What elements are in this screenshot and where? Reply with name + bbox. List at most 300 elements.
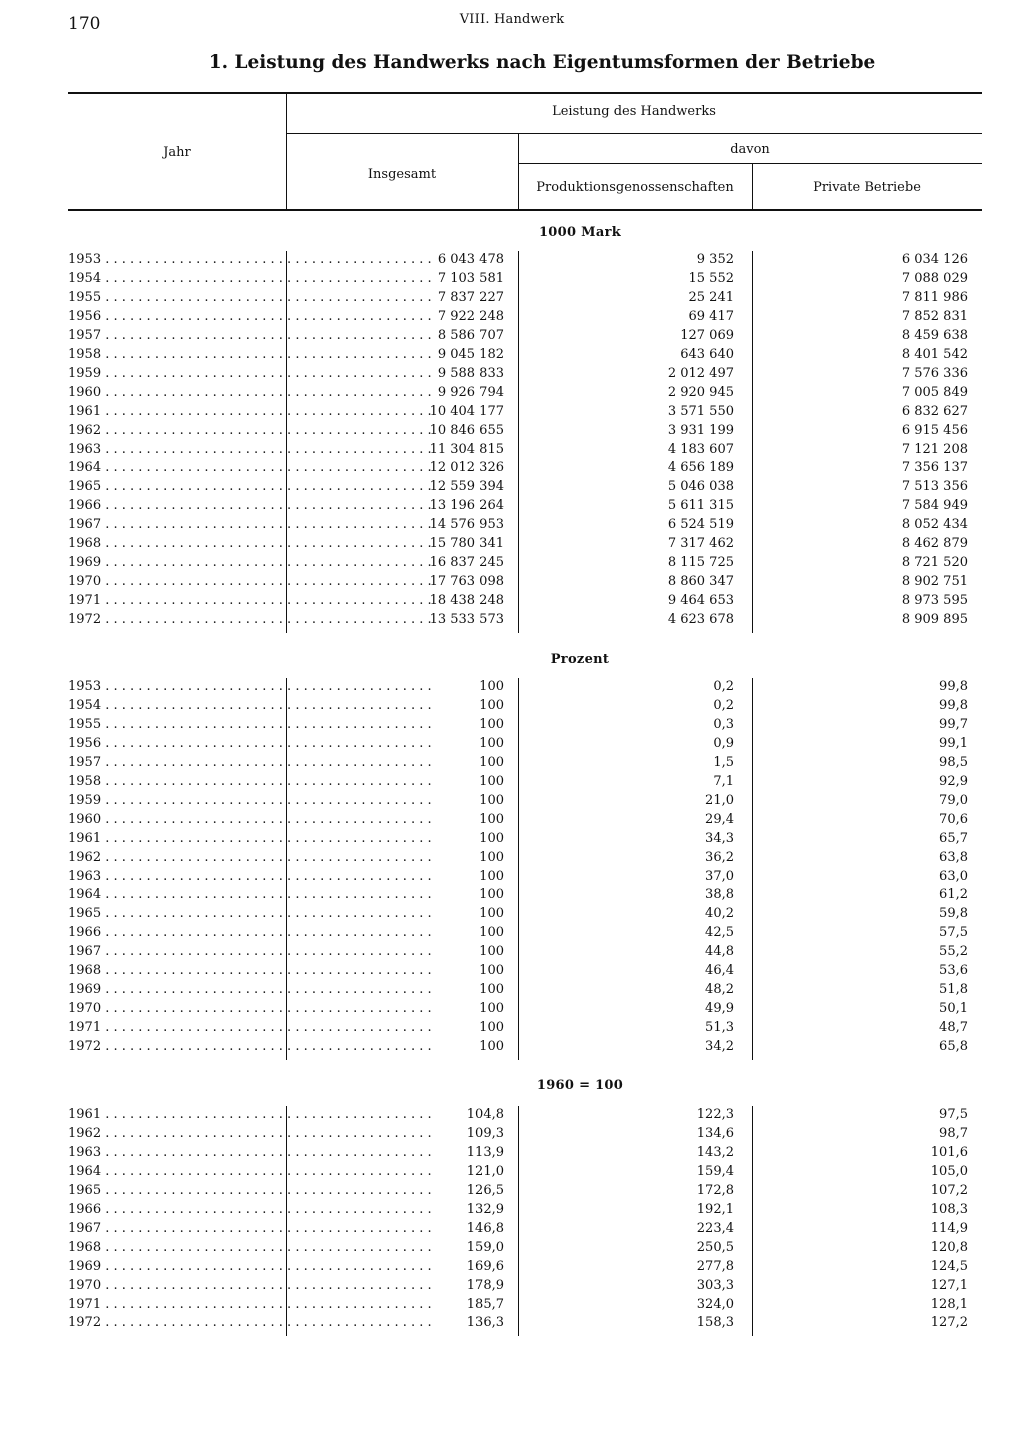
- pgh-cell: 42,5: [705, 925, 734, 941]
- year-value: 1969: [68, 1258, 102, 1274]
- table-head-bottom-rule: [68, 209, 982, 211]
- header-pgh: Produktionsgenossenschaften: [536, 180, 734, 195]
- table-row: [68, 309, 968, 328]
- table-row: [68, 717, 968, 736]
- pgh-cell: 2 012 497: [667, 365, 734, 381]
- running-header: VIII. Handwerk: [459, 12, 565, 27]
- year-cell: 1972 . . . . . . . . . . . . . . . . . . . . . . . . . . . . . . . . . . . . . . . .: [68, 1039, 432, 1055]
- table-row: [68, 347, 968, 366]
- pgh-cell: 9 352: [696, 252, 734, 267]
- insgesamt-cell: 178,9: [466, 1277, 504, 1293]
- year-value: 1954: [68, 270, 102, 286]
- header-davon: davon: [730, 142, 770, 157]
- year-cell: 1969 . . . . . . . . . . . . . . . . . . . . . . . . . . . . . . . . . . . . . . . .: [68, 555, 432, 571]
- privat-cell: 79,0: [939, 792, 968, 808]
- table-row: [68, 1039, 968, 1058]
- insgesamt-cell: 10 404 177: [429, 403, 504, 419]
- pgh-cell: 36,2: [705, 849, 734, 865]
- table-row: [68, 252, 968, 271]
- pgh-cell: 1,5: [713, 754, 734, 770]
- table-row: [68, 850, 968, 869]
- year-value: 1955: [68, 716, 102, 732]
- insgesamt-cell: 9 045 182: [437, 346, 504, 362]
- year-value: 1953: [68, 679, 102, 694]
- insgesamt-cell: 8 586 707: [437, 327, 504, 343]
- pgh-cell: 0,2: [713, 697, 734, 713]
- year-value: 1968: [68, 1239, 102, 1255]
- year-value: 1962: [68, 422, 102, 438]
- year-cell: 1970 . . . . . . . . . . . . . . . . . . . . . . . . . . . . . . . . . . . . . . . .: [68, 1277, 432, 1293]
- table-row: [68, 1126, 968, 1145]
- insgesamt-cell: 100: [479, 697, 504, 713]
- pgh-cell: 8 115 725: [667, 555, 734, 571]
- year-cell: 1964 . . . . . . . . . . . . . . . . . . . . . . . . . . . . . . . . . . . . . . . .: [68, 1163, 432, 1179]
- privat-cell: 8 462 879: [901, 536, 968, 552]
- insgesamt-cell: 100: [479, 906, 504, 922]
- year-cell: 1972 . . . . . . . . . . . . . . . . . . . . . . . . . . . . . . . . . . . . . . . .: [68, 612, 432, 628]
- table-title: 1. Leistung des Handwerks nach Eigentumsformen der Betriebe: [208, 52, 876, 73]
- insgesamt-cell: 12 559 394: [429, 479, 504, 495]
- insgesamt-cell: 12 012 326: [429, 460, 504, 476]
- table-row: [68, 555, 968, 574]
- privat-cell: 6 915 456: [901, 422, 968, 438]
- privat-cell: 127,2: [930, 1315, 968, 1331]
- section-label: Prozent: [550, 652, 610, 667]
- pgh-cell: 192,1: [696, 1201, 734, 1217]
- privat-cell: 63,0: [939, 868, 968, 884]
- insgesamt-cell: 100: [479, 868, 504, 884]
- year-cell: 1965 . . . . . . . . . . . . . . . . . . . . . . . . . . . . . . . . . . . . . . . .: [68, 1182, 432, 1198]
- privat-cell: 92,9: [939, 773, 968, 789]
- table-row: [68, 963, 968, 982]
- insgesamt-cell: 9 926 794: [437, 384, 504, 400]
- table-row: [68, 271, 968, 290]
- table-row: [68, 1145, 968, 1164]
- page-number: 170: [68, 14, 101, 34]
- privat-cell: 7 088 029: [901, 270, 968, 286]
- year-cell: 1959 . . . . . . . . . . . . . . . . . . . . . . . . . . . . . . . . . . . . . . . .: [68, 365, 432, 381]
- year-cell: 1954 . . . . . . . . . . . . . . . . . . . . . . . . . . . . . . . . . . . . . . . .: [68, 697, 432, 713]
- table-row: [68, 1107, 968, 1126]
- insgesamt-cell: 100: [479, 1020, 504, 1036]
- privat-cell: 7 852 831: [901, 308, 968, 324]
- year-cell: 1971 . . . . . . . . . . . . . . . . . . . . . . . . . . . . . . . . . . . . . . . .: [68, 593, 432, 609]
- table-row: [68, 366, 968, 385]
- pgh-cell: 158,3: [696, 1315, 734, 1331]
- year-value: 1961: [68, 1107, 102, 1122]
- insgesamt-cell: 13 533 573: [429, 612, 504, 628]
- table-row: [68, 593, 968, 612]
- pgh-cell: 6 524 519: [667, 517, 734, 533]
- privat-cell: 55,2: [939, 944, 968, 960]
- privat-cell: 8 909 895: [901, 612, 968, 628]
- insgesamt-cell: 100: [479, 679, 504, 694]
- insgesamt-cell: 13 196 264: [429, 498, 504, 514]
- table-row: [68, 793, 968, 812]
- privat-cell: 107,2: [930, 1182, 968, 1198]
- pgh-cell: 40,2: [705, 906, 734, 922]
- table-row: [68, 831, 968, 850]
- year-cell: 1966 . . . . . . . . . . . . . . . . . . . . . . . . . . . . . . . . . . . . . . . .: [68, 1201, 432, 1217]
- table-row: [68, 887, 968, 906]
- year-cell: 1970 . . . . . . . . . . . . . . . . . . . . . . . . . . . . . . . . . . . . . . . .: [68, 574, 432, 590]
- insgesamt-cell: 100: [479, 792, 504, 808]
- year-value: 1968: [68, 963, 102, 979]
- year-value: 1965: [68, 479, 102, 495]
- table-row: [68, 755, 968, 774]
- insgesamt-cell: 100: [479, 1039, 504, 1055]
- pgh-cell: 3 931 199: [667, 422, 734, 438]
- year-value: 1962: [68, 1125, 102, 1141]
- pgh-cell: 0,2: [713, 679, 734, 694]
- pgh-cell: 37,0: [705, 868, 734, 884]
- insgesamt-cell: 100: [479, 887, 504, 903]
- pgh-cell: 223,4: [696, 1220, 734, 1236]
- section-label: 1000 Mark: [538, 225, 622, 240]
- table-row: [68, 498, 968, 517]
- pgh-cell: 2 920 945: [667, 384, 734, 400]
- insgesamt-cell: 100: [479, 830, 504, 846]
- year-value: 1956: [68, 735, 102, 751]
- davon-underline: [518, 163, 982, 164]
- year-cell: 1955 . . . . . . . . . . . . . . . . . . . . . . . . . . . . . . . . . . . . . . . .: [68, 289, 432, 305]
- year-value: 1966: [68, 1201, 102, 1217]
- year-value: 1967: [68, 517, 102, 533]
- insgesamt-cell: 10 846 655: [429, 422, 504, 438]
- year-cell: 1964 . . . . . . . . . . . . . . . . . . . . . . . . . . . . . . . . . . . . . . . .: [68, 460, 432, 476]
- year-value: 1961: [68, 403, 102, 419]
- year-cell: 1963 . . . . . . . . . . . . . . . . . . . . . . . . . . . . . . . . . . . . . . . .: [68, 1144, 432, 1160]
- insgesamt-cell: 126,5: [466, 1182, 504, 1198]
- header-privat: Private Betriebe: [813, 180, 921, 195]
- year-value: 1971: [68, 1296, 102, 1312]
- insgesamt-cell: 100: [479, 1001, 504, 1017]
- privat-cell: 59,8: [939, 906, 968, 922]
- insgesamt-cell: 100: [479, 963, 504, 979]
- year-cell: 1963 . . . . . . . . . . . . . . . . . . . . . . . . . . . . . . . . . . . . . . . .: [68, 868, 432, 884]
- insgesamt-cell: 132,9: [466, 1201, 504, 1217]
- pgh-cell: 21,0: [705, 792, 734, 808]
- table-row: [68, 290, 968, 309]
- insgesamt-cell: 11 304 815: [429, 441, 504, 457]
- year-cell: 1958 . . . . . . . . . . . . . . . . . . . . . . . . . . . . . . . . . . . . . . . .: [68, 346, 432, 362]
- year-cell: 1969 . . . . . . . . . . . . . . . . . . . . . . . . . . . . . . . . . . . . . . . .: [68, 1258, 432, 1274]
- table-row: [68, 517, 968, 536]
- privat-cell: 7 513 356: [901, 479, 968, 495]
- insgesamt-cell: 109,3: [466, 1125, 504, 1141]
- year-value: 1963: [68, 441, 102, 457]
- leistung-underline: [286, 133, 982, 134]
- privat-cell: 99,1: [939, 735, 968, 751]
- privat-cell: 7 005 849: [901, 384, 968, 400]
- insgesamt-cell: 9 588 833: [437, 365, 504, 381]
- year-value: 1959: [68, 365, 102, 381]
- insgesamt-cell: 6 043 478: [437, 252, 504, 267]
- table-row: [68, 1202, 968, 1221]
- year-cell: 1968 . . . . . . . . . . . . . . . . . . . . . . . . . . . . . . . . . . . . . . . .: [68, 536, 432, 552]
- pgh-cell: 8 860 347: [667, 574, 734, 590]
- pgh-cell: 134,6: [696, 1125, 734, 1141]
- privat-cell: 70,6: [939, 811, 968, 827]
- privat-cell: 98,5: [939, 754, 968, 770]
- privat-cell: 7 811 986: [901, 289, 968, 305]
- privat-cell: 128,1: [930, 1296, 968, 1312]
- pgh-cell: 49,9: [705, 1001, 734, 1017]
- table-row: [68, 1297, 968, 1316]
- table-row: [68, 460, 968, 479]
- pgh-cell: 324,0: [696, 1296, 734, 1312]
- insgesamt-cell: 100: [479, 716, 504, 732]
- year-value: 1961: [68, 830, 102, 846]
- table-row: [68, 925, 968, 944]
- year-value: 1960: [68, 384, 102, 400]
- year-cell: 1956 . . . . . . . . . . . . . . . . . . . . . . . . . . . . . . . . . . . . . . . .: [68, 735, 432, 751]
- year-value: 1967: [68, 1220, 102, 1236]
- year-value: 1967: [68, 944, 102, 960]
- privat-cell: 7 356 137: [901, 460, 968, 476]
- table-row: [68, 328, 968, 347]
- privat-cell: 8 902 751: [901, 574, 968, 590]
- privat-cell: 65,8: [939, 1039, 968, 1055]
- year-value: 1956: [68, 308, 102, 324]
- pgh-cell: 5 611 315: [667, 498, 734, 514]
- year-value: 1955: [68, 289, 102, 305]
- year-value: 1968: [68, 536, 102, 552]
- table-row: [68, 812, 968, 831]
- pgh-cell: 122,3: [696, 1107, 734, 1122]
- table-row: [68, 1278, 968, 1297]
- table-row: [68, 1240, 968, 1259]
- privat-cell: 99,8: [939, 679, 968, 694]
- insgesamt-cell: 100: [479, 773, 504, 789]
- privat-cell: 7 576 336: [901, 365, 968, 381]
- section-label: 1960 = 100: [536, 1078, 624, 1093]
- header-insgesamt: Insgesamt: [367, 167, 437, 182]
- year-cell: 1957 . . . . . . . . . . . . . . . . . . . . . . . . . . . . . . . . . . . . . . . .: [68, 754, 432, 770]
- year-value: 1966: [68, 925, 102, 941]
- pgh-cell: 159,4: [696, 1163, 734, 1179]
- year-value: 1970: [68, 574, 102, 590]
- year-value: 1963: [68, 1144, 102, 1160]
- year-cell: 1971 . . . . . . . . . . . . . . . . . . . . . . . . . . . . . . . . . . . . . . . .: [68, 1296, 432, 1312]
- pgh-cell: 4 656 189: [667, 460, 734, 476]
- year-value: 1964: [68, 1163, 102, 1179]
- pgh-cell: 250,5: [696, 1239, 734, 1255]
- insgesamt-cell: 100: [479, 982, 504, 998]
- year-value: 1958: [68, 773, 102, 789]
- year-value: 1965: [68, 906, 102, 922]
- year-value: 1969: [68, 982, 102, 998]
- insgesamt-cell: 100: [479, 944, 504, 960]
- year-value: 1972: [68, 1039, 102, 1055]
- pgh-cell: 277,8: [696, 1258, 734, 1274]
- year-cell: 1967 . . . . . . . . . . . . . . . . . . . . . . . . . . . . . . . . . . . . . . . .: [68, 944, 432, 960]
- header-jahr: Jahr: [163, 145, 191, 160]
- year-value: 1957: [68, 754, 102, 770]
- privat-cell: 6 832 627: [901, 403, 968, 419]
- pgh-cell: 44,8: [705, 944, 734, 960]
- privat-cell: 65,7: [939, 830, 968, 846]
- year-value: 1960: [68, 811, 102, 827]
- year-cell: 1962 . . . . . . . . . . . . . . . . . . . . . . . . . . . . . . . . . . . . . . . .: [68, 422, 432, 438]
- privat-cell: 8 401 542: [901, 346, 968, 362]
- privat-cell: 8 973 595: [901, 593, 968, 609]
- year-cell: 1957 . . . . . . . . . . . . . . . . . . . . . . . . . . . . . . . . . . . . . . . .: [68, 327, 432, 343]
- privat-cell: 120,8: [930, 1239, 968, 1255]
- table-row: [68, 982, 968, 1001]
- privat-cell: 53,6: [939, 963, 968, 979]
- year-cell: 1960 . . . . . . . . . . . . . . . . . . . . . . . . . . . . . . . . . . . . . . . .: [68, 811, 432, 827]
- pgh-cell: 172,8: [696, 1182, 734, 1198]
- year-value: 1964: [68, 887, 102, 903]
- pgh-cell: 4 623 678: [667, 612, 734, 628]
- year-cell: 1964 . . . . . . . . . . . . . . . . . . . . . . . . . . . . . . . . . . . . . . . .: [68, 887, 432, 903]
- pgh-cell: 29,4: [705, 811, 734, 827]
- privat-cell: 8 052 434: [901, 517, 968, 533]
- year-value: 1972: [68, 1315, 102, 1331]
- insgesamt-cell: 18 438 248: [429, 593, 504, 609]
- table-row: [68, 679, 968, 698]
- year-value: 1953: [68, 252, 102, 267]
- privat-cell: 101,6: [930, 1144, 968, 1160]
- pgh-cell: 34,2: [705, 1039, 734, 1055]
- privat-cell: 127,1: [930, 1277, 968, 1293]
- pgh-cell: 7,1: [713, 773, 734, 789]
- year-value: 1958: [68, 346, 102, 362]
- insgesamt-cell: 7 103 581: [437, 270, 504, 286]
- pgh-cell: 7 317 462: [667, 536, 734, 552]
- year-cell: 1962 . . . . . . . . . . . . . . . . . . . . . . . . . . . . . . . . . . . . . . . .: [68, 849, 432, 865]
- year-cell: 1972 . . . . . . . . . . . . . . . . . . . . . . . . . . . . . . . . . . . . . . . .: [68, 1315, 432, 1331]
- year-cell: 1962 . . . . . . . . . . . . . . . . . . . . . . . . . . . . . . . . . . . . . . . .: [68, 1125, 432, 1141]
- year-value: 1964: [68, 460, 102, 476]
- pgh-cell: 15 552: [688, 270, 734, 286]
- table-row: [68, 698, 968, 717]
- insgesamt-cell: 169,6: [466, 1258, 504, 1274]
- privat-cell: 8 459 638: [901, 327, 968, 343]
- year-value: 1966: [68, 498, 102, 514]
- privat-cell: 108,3: [930, 1201, 968, 1217]
- pgh-cell: 38,8: [705, 887, 734, 903]
- year-value: 1962: [68, 849, 102, 865]
- year-cell: 1959 . . . . . . . . . . . . . . . . . . . . . . . . . . . . . . . . . . . . . . . .: [68, 792, 432, 808]
- pgh-cell: 46,4: [705, 963, 734, 979]
- privat-cell: 97,5: [939, 1107, 968, 1122]
- privat-cell: 99,8: [939, 697, 968, 713]
- year-value: 1971: [68, 593, 102, 609]
- pgh-cell: 0,3: [713, 716, 734, 732]
- insgesamt-cell: 100: [479, 811, 504, 827]
- insgesamt-cell: 146,8: [466, 1220, 504, 1236]
- year-cell: 1955 . . . . . . . . . . . . . . . . . . . . . . . . . . . . . . . . . . . . . . . .: [68, 716, 432, 732]
- pgh-cell: 48,2: [705, 982, 734, 998]
- year-cell: 1965 . . . . . . . . . . . . . . . . . . . . . . . . . . . . . . . . . . . . . . . .: [68, 479, 432, 495]
- table-row: [68, 736, 968, 755]
- year-cell: 1965 . . . . . . . . . . . . . . . . . . . . . . . . . . . . . . . . . . . . . . . .: [68, 906, 432, 922]
- table-row: [68, 442, 968, 461]
- privat-cell: 7 121 208: [901, 441, 968, 457]
- table-row: [68, 1020, 968, 1039]
- insgesamt-cell: 104,8: [466, 1107, 504, 1122]
- year-value: 1970: [68, 1001, 102, 1017]
- insgesamt-cell: 113,9: [466, 1144, 504, 1160]
- table-row: [68, 574, 968, 593]
- year-cell: 1958 . . . . . . . . . . . . . . . . . . . . . . . . . . . . . . . . . . . . . . . .: [68, 773, 432, 789]
- year-cell: 1953 . . . . . . . . . . . . . . . . . . . . . . . . . . . . . . . . . . . . . . . .: [68, 679, 432, 694]
- privat-cell: 50,1: [939, 1001, 968, 1017]
- year-cell: 1966 . . . . . . . . . . . . . . . . . . . . . . . . . . . . . . . . . . . . . . . .: [68, 498, 432, 514]
- table-row: [68, 536, 968, 555]
- year-cell: 1966 . . . . . . . . . . . . . . . . . . . . . . . . . . . . . . . . . . . . . . . .: [68, 925, 432, 941]
- year-cell: 1961 . . . . . . . . . . . . . . . . . . . . . . . . . . . . . . . . . . . . . . . .: [68, 403, 432, 419]
- insgesamt-cell: 121,0: [466, 1163, 504, 1179]
- insgesamt-cell: 15 780 341: [429, 536, 504, 552]
- table-row: [68, 906, 968, 925]
- privat-cell: 57,5: [939, 925, 968, 941]
- pgh-cell: 643 640: [680, 346, 734, 362]
- insgesamt-cell: 100: [479, 735, 504, 751]
- table-row: [68, 612, 968, 631]
- pgh-cell: 51,3: [705, 1020, 734, 1036]
- pgh-cell: 69 417: [688, 308, 734, 324]
- table-row: [68, 1315, 968, 1334]
- year-cell: 1967 . . . . . . . . . . . . . . . . . . . . . . . . . . . . . . . . . . . . . . . .: [68, 1220, 432, 1236]
- year-cell: 1954 . . . . . . . . . . . . . . . . . . . . . . . . . . . . . . . . . . . . . . . .: [68, 270, 432, 286]
- privat-cell: 98,7: [939, 1125, 968, 1141]
- insgesamt-cell: 100: [479, 849, 504, 865]
- table-row: [68, 1221, 968, 1240]
- year-cell: 1967 . . . . . . . . . . . . . . . . . . . . . . . . . . . . . . . . . . . . . . . .: [68, 517, 432, 533]
- privat-cell: 105,0: [930, 1163, 968, 1179]
- insgesamt-cell: 100: [479, 925, 504, 941]
- year-cell: 1960 . . . . . . . . . . . . . . . . . . . . . . . . . . . . . . . . . . . . . . . .: [68, 384, 432, 400]
- year-value: 1969: [68, 555, 102, 571]
- pgh-cell: 127 069: [680, 327, 734, 343]
- table-row: [68, 1183, 968, 1202]
- year-cell: 1963 . . . . . . . . . . . . . . . . . . . . . . . . . . . . . . . . . . . . . . . .: [68, 441, 432, 457]
- year-value: 1954: [68, 697, 102, 713]
- table-row: [68, 1001, 968, 1020]
- table-row: [68, 774, 968, 793]
- year-value: 1965: [68, 1182, 102, 1198]
- pgh-cell: 0,9: [713, 735, 734, 751]
- table-row: [68, 869, 968, 888]
- year-cell: 1969 . . . . . . . . . . . . . . . . . . . . . . . . . . . . . . . . . . . . . . . .: [68, 982, 432, 998]
- table-row: [68, 944, 968, 963]
- privat-cell: 124,5: [930, 1258, 968, 1274]
- year-cell: 1956 . . . . . . . . . . . . . . . . . . . . . . . . . . . . . . . . . . . . . . . .: [68, 308, 432, 324]
- privat-cell: 8 721 520: [901, 555, 968, 571]
- pgh-cell: 303,3: [696, 1277, 734, 1293]
- year-value: 1963: [68, 868, 102, 884]
- pgh-cell: 25 241: [688, 289, 734, 305]
- header-leistung: Leistung des Handwerks: [552, 104, 716, 119]
- year-cell: 1961 . . . . . . . . . . . . . . . . . . . . . . . . . . . . . . . . . . . . . . . .: [68, 1107, 432, 1122]
- pgh-cell: 4 183 607: [667, 441, 734, 457]
- table-row: [68, 423, 968, 442]
- pgh-cell: 9 464 653: [667, 593, 734, 609]
- insgesamt-cell: 7 837 227: [437, 289, 504, 305]
- year-value: 1959: [68, 792, 102, 808]
- year-cell: 1953 . . . . . . . . . . . . . . . . . . . . . . . . . . . . . . . . . . . . . . . .: [68, 252, 432, 267]
- privat-cell: 99,7: [939, 716, 968, 732]
- pgh-cell: 143,2: [696, 1144, 734, 1160]
- year-value: 1957: [68, 327, 102, 343]
- pgh-cell: 3 571 550: [667, 403, 734, 419]
- insgesamt-cell: 136,3: [466, 1315, 504, 1331]
- year-value: 1971: [68, 1020, 102, 1036]
- table-row: [68, 385, 968, 404]
